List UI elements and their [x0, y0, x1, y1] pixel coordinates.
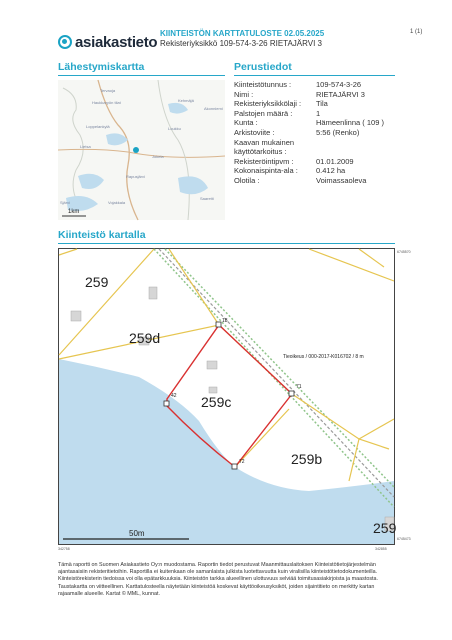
footer-disclaimer: Tämä raportti on Suomen Asiakastieto Oy:n muodostama. Raportin tiedot perustuvat Maanmittauslaitoksen Kiinteistötietojärjestelmän ajantasaisiin rekisteritietoihin. Raportilla ei kuitenkaan ole samanlaista julkista luotettavuutta kuin viralisilla kiinteistötietodokumenteilla. Kiinteistörekisterin tiedoissa voi olla epätarkkuuksia. Kiinteistön tarkka alueellinen ulottuvuus selviää toimitusasiakirjoista ja maastosta. Taustakartta on viitteellinen. Karttatulosteella näytetään kiinteistöä koskevat käyttöoikeusyksiköt, joiden sijaintitieto on merkitty kartan rajaamalle alueelle. Kartat © MML, kunnat. [58, 562, 379, 597]
detail-value: 01.01.2009 [316, 156, 354, 166]
boundary-point-marker [164, 401, 169, 406]
place-label: Jokela [152, 154, 164, 159]
detail-label: Arkistoviite : [234, 127, 275, 137]
detail-label: Kiinteistötunnus : [234, 80, 292, 89]
place-label: Haukkaryön tilat [92, 100, 121, 105]
section-rule [58, 243, 395, 244]
parcel-label: 259 [85, 274, 109, 290]
detail-label: Palstojen määrä : [234, 108, 293, 118]
section-title-basic: Perustiedot [234, 61, 292, 73]
detail-value: 1 [316, 108, 321, 118]
detail-label: Kaavan mukainen [234, 137, 295, 147]
detail-row [234, 138, 396, 148]
point-label: 18 [222, 318, 228, 324]
document-title: KIINTEISTÖN KARTTATULOSTE 02.05.2025 [160, 29, 325, 38]
detail-value: RIETAJÄRVI 3 [316, 89, 365, 99]
coord-label: 6745570 [397, 250, 411, 254]
detail-row [234, 157, 396, 167]
parcel-label: 259b [291, 451, 323, 467]
detail-row [234, 147, 396, 157]
detail-value: 109-574-3-26 [316, 80, 362, 89]
detail-row [234, 118, 396, 128]
detail-value: Hämeenlinna ( 109 ) [316, 118, 384, 128]
road-right-label: Tieoikeus / 000-2017-K016702 / 8 m [283, 354, 364, 360]
boundary-point-marker [232, 464, 237, 469]
detail-value: 5:56 (Renko) [316, 127, 360, 137]
logo-text: asiakastieto [75, 33, 158, 51]
detail-value: Voimassaoleva [316, 175, 367, 185]
detail-label: Olotila : [234, 175, 260, 185]
detail-label: Rekisteriyksikkölaji : [234, 99, 302, 109]
detail-label: käyttötarkoitus : [234, 147, 287, 157]
point-label: 42 [171, 393, 177, 399]
asiakastieto-logo [58, 32, 157, 52]
detail-row [234, 99, 396, 109]
overview-map [58, 80, 225, 220]
place-label: Sjärvi [60, 200, 71, 205]
detail-row [234, 109, 396, 119]
place-label: Tervaoja [100, 88, 116, 93]
document-subtitle: Rekisteriyksikkö 109-574-3-26 RIETAJÄRVI 3 [160, 39, 322, 48]
detail-row [234, 166, 396, 176]
point-label: 71 [296, 384, 302, 390]
detail-label: Kokonaispinta-ala : [234, 166, 298, 176]
coord-label: 342855 [375, 547, 387, 551]
detail-row [234, 128, 396, 138]
scale-label: 1km [68, 209, 80, 215]
parcel-label: 259d [129, 330, 161, 346]
property-details [234, 80, 396, 186]
section-rule [58, 75, 225, 76]
section-title-nearby: Lähestymiskartta [58, 61, 145, 73]
coord-label: 342758 [58, 547, 70, 551]
section-rule [234, 75, 395, 76]
detail-label: Nimi : [234, 89, 254, 99]
detail-value: Tila [316, 99, 328, 109]
place-label: Akonniemi [204, 106, 223, 111]
detail-value: 0.412 ha [316, 166, 346, 176]
place-label: Saaretti [200, 196, 214, 201]
point-label: 72 [239, 459, 245, 465]
logo-pin-icon [58, 35, 72, 49]
detail-label: Kunta : [234, 118, 258, 128]
section-title-property-map: Kiinteistö kartalla [58, 229, 146, 241]
detail-row [234, 90, 396, 100]
place-label: Vojakkala [108, 200, 126, 205]
place-label: Lietsa [80, 144, 91, 149]
detail-label: Rekisteröintipvm : [234, 156, 294, 166]
page-number: 1 (1) [410, 29, 423, 35]
parcel-label: 259c [201, 394, 232, 410]
detail-row [234, 176, 396, 186]
place-label: Loukku [168, 126, 181, 131]
place-label: Rapusjärvi [126, 174, 145, 179]
parcel-label: 259 [373, 520, 397, 536]
place-label: Kehmäjä [178, 98, 194, 103]
cadastral-map [58, 248, 395, 545]
boundary-point-marker [289, 391, 294, 396]
scale-label: 50m [129, 529, 145, 538]
boundary-point-marker [216, 322, 221, 327]
place-label: Loppelankylä [86, 124, 110, 129]
location-marker-icon [133, 147, 139, 153]
coord-label: 6745473 [397, 537, 411, 541]
detail-row [234, 80, 396, 90]
